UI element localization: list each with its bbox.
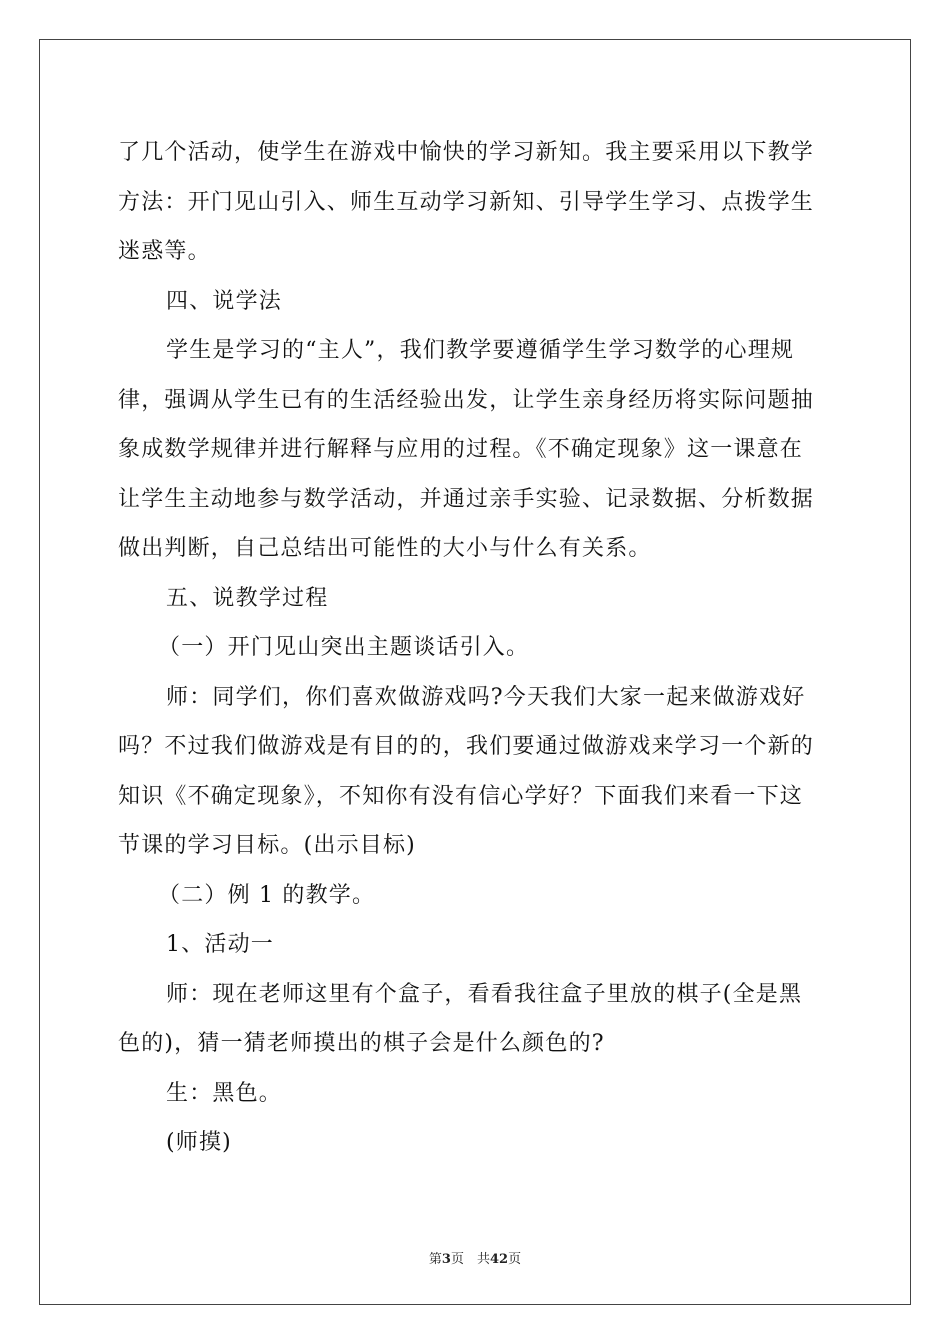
text-line: 吗？不过我们做游戏是有目的的，我们要通过做游戏来学习一个新的 — [118, 734, 815, 759]
document-body — [118, 128, 832, 1168]
text-line: 生：黑色。 — [166, 1080, 283, 1106]
text-line: 让学生主动地参与数学活动，并通过亲手实验、记录数据、分析数据 — [118, 486, 815, 512]
footer-prefix: 第 — [428, 1252, 442, 1267]
section-heading: 四、说学法 — [166, 288, 283, 314]
page-footer — [0, 1248, 950, 1267]
text-line: 学生是学习的“主人”，我们教学要遵循学生学习数学的心理规 — [166, 338, 795, 363]
total-page-count: 42 — [489, 1252, 509, 1267]
text-line: 师：现在老师这里有个盒子，看看我往盒子里放的棋子(全是黑 — [166, 981, 803, 1007]
text-line: 律，强调从学生已有的生活经验出发，让学生亲身经历将实际问题抽 — [118, 387, 815, 413]
text-line: 迷惑等。 — [118, 239, 211, 264]
text-line: (师摸) — [166, 1130, 232, 1155]
text-line: 师：同学们，你们喜欢做游戏吗?今天我们大家一起来做游戏好 — [166, 684, 806, 710]
text-line: 做出判断，自己总结出可能性的大小与什么有关系。 — [118, 536, 652, 561]
item-heading: 1、活动一 — [166, 932, 274, 957]
section-heading: 五、说教学过程 — [166, 585, 329, 611]
text-line: 知识《不确定现象》，不知你有没有信心学好？下面我们来看一下这 — [118, 783, 804, 809]
text-line: 象成数学规律并进行解释与应用的过程。《不确定现象》这一课意在 — [118, 437, 804, 462]
text-line: 方法：开门见山引入、师生互动学习新知、引导学生学习、点拨学生 — [118, 189, 815, 215]
footer-total-suffix: 页 — [508, 1252, 522, 1267]
text-line: 节课的学习目标。(出示目标) — [118, 833, 416, 858]
text-line: 色的)，猜一猜老师摸出的棋子会是什么颜色的? — [118, 1031, 605, 1056]
text-line: 了几个活动，使学生在游戏中愉快的学习新知。我主要采用以下教学 — [118, 140, 815, 165]
current-page-number: 3 — [441, 1252, 451, 1267]
subsection-heading: （二）例 1 的教学。 — [158, 882, 376, 908]
footer-page-suffix: 页 共 — [450, 1252, 490, 1267]
subsection-heading: （一）开门见山突出主题谈话引入。 — [158, 635, 530, 660]
